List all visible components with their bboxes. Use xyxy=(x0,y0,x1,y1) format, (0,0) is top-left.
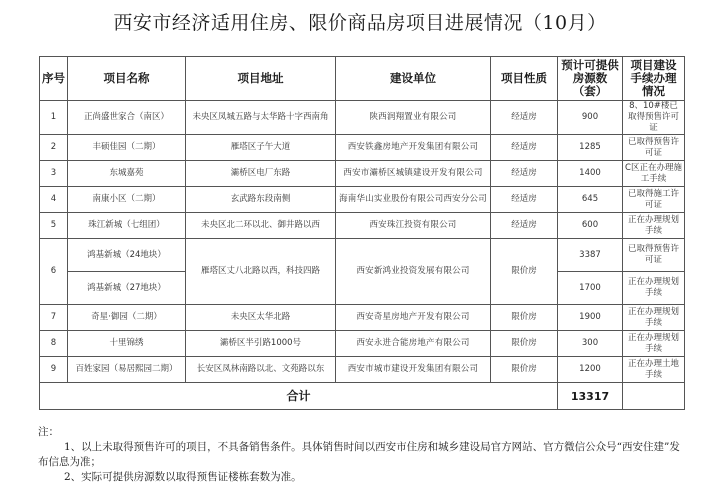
cell-type: 经适房 xyxy=(491,135,558,161)
cell-name: 东城嘉苑 xyxy=(68,161,186,187)
table-row xyxy=(40,187,685,213)
cell-name: 南康小区（二期） xyxy=(68,187,186,213)
cell-supply: 300 xyxy=(558,331,623,357)
cell-address: 未央区北二环以北、御井路以西 xyxy=(186,213,336,239)
cell-unit: 西安市灞桥区城镇建设开发有限公司 xyxy=(336,161,491,187)
header-name: 项目名称 xyxy=(68,57,186,101)
cell-status: 已取得施工许可证 xyxy=(623,187,685,213)
cell-unit: 西安永进合能房地产有限公司 xyxy=(336,331,491,357)
cell-no: 6 xyxy=(40,239,68,305)
cell-type: 限价房 xyxy=(491,331,558,357)
cell-status: 8、10#楼已取得预售许可证 xyxy=(623,101,685,135)
cell-address: 未央区凤城五路与太华路十字西南角 xyxy=(186,101,336,135)
project-progress-table xyxy=(39,56,685,410)
header-supply: 预计可提供房源数（套） xyxy=(558,57,623,101)
cell-type: 经适房 xyxy=(491,187,558,213)
note-item: 1、以上未取得预售许可的项目，不具备销售条件。具体销售时间以西安市住房和城乡建设局官方网站、官方微信公众号“西安住建”发布信息为准； xyxy=(38,441,680,468)
page-title: 西安市经济适用住房、限价商品房项目进展情况（10月） xyxy=(113,12,607,34)
cell-supply: 1400 xyxy=(558,161,623,187)
table-row xyxy=(40,101,685,135)
cell-supply: 645 xyxy=(558,187,623,213)
cell-supply: 600 xyxy=(558,213,623,239)
cell-type: 限价房 xyxy=(491,239,558,305)
table-row xyxy=(40,213,685,239)
cell-type: 经适房 xyxy=(491,101,558,135)
note-item: 2、实际可提供房源数以取得预售证楼栋套数为准。 xyxy=(64,471,302,483)
header-address: 项目地址 xyxy=(186,57,336,101)
cell-status: 正在办理规划手续 xyxy=(623,331,685,357)
cell-supply: 1285 xyxy=(558,135,623,161)
cell-status: 已取得预售许可证 xyxy=(623,239,685,272)
notes-label: 注： xyxy=(38,426,59,438)
cell-unit: 陕西润翔置业有限公司 xyxy=(336,101,491,135)
cell-type: 限价房 xyxy=(491,357,558,383)
table-row xyxy=(40,357,685,383)
table-row xyxy=(40,135,685,161)
cell-unit: 海南华山实业股份有限公司西安分公司 xyxy=(336,187,491,213)
cell-address: 雁塔区丈八北路以西，科技四路 xyxy=(186,239,336,305)
cell-status: C区正在办理施工手续 xyxy=(623,161,685,187)
cell-address: 未央区太华北路 xyxy=(186,305,336,331)
cell-unit: 西安新鸿业投资发展有限公司 xyxy=(336,239,491,305)
cell-unit: 西安珠江投资有限公司 xyxy=(336,213,491,239)
cell-name: 奇星·御园（二期） xyxy=(68,305,186,331)
cell-name: 丰硕佳园（二期） xyxy=(68,135,186,161)
cell-name: 珠江新城（七组团） xyxy=(68,213,186,239)
header-no: 序号 xyxy=(40,57,68,101)
cell-address: 玄武路东段南侧 xyxy=(186,187,336,213)
table-row xyxy=(40,331,685,357)
cell-status: 已取得预售许可证 xyxy=(623,135,685,161)
cell-type: 经适房 xyxy=(491,213,558,239)
cell-name: 正尚盛世家合（南区） xyxy=(68,101,186,135)
cell-status: 正在办理土地手续 xyxy=(623,357,685,383)
total-value: 13317 xyxy=(558,383,623,410)
table-row xyxy=(40,305,685,331)
cell-supply: 1900 xyxy=(558,305,623,331)
cell-name: 百姓家园（易居熙园二期） xyxy=(68,357,186,383)
table-header-row xyxy=(40,57,685,101)
cell-unit: 西安奇星房地产开发有限公司 xyxy=(336,305,491,331)
cell-address: 雁塔区子午大道 xyxy=(186,135,336,161)
cell-no: 5 xyxy=(40,213,68,239)
header-type: 项目性质 xyxy=(491,57,558,101)
cell-type: 限价房 xyxy=(491,305,558,331)
cell-unit: 西安铁鑫房地产开发集团有限公司 xyxy=(336,135,491,161)
cell-supply: 1700 xyxy=(558,272,623,305)
cell-no: 2 xyxy=(40,135,68,161)
total-label: 合计 xyxy=(40,383,558,410)
cell-no: 3 xyxy=(40,161,68,187)
table-row xyxy=(40,239,685,272)
cell-address: 长安区凤林南路以北、文苑路以东 xyxy=(186,357,336,383)
cell-no: 1 xyxy=(40,101,68,135)
cell-name: 鸿基新城（24地块） xyxy=(68,239,186,272)
cell-address: 灞桥区电厂东路 xyxy=(186,161,336,187)
total-row xyxy=(40,383,685,410)
cell-name: 鸿基新城（27地块） xyxy=(68,272,186,305)
cell-address: 灞桥区半引路1000号 xyxy=(186,331,336,357)
cell-unit: 西安市城市建设开发集团有限公司 xyxy=(336,357,491,383)
cell-name: 十里锦绣 xyxy=(68,331,186,357)
total-status xyxy=(623,383,685,410)
header-status: 项目建设手续办理情况 xyxy=(623,57,685,101)
header-unit: 建设单位 xyxy=(336,57,491,101)
cell-no: 8 xyxy=(40,331,68,357)
cell-no: 7 xyxy=(40,305,68,331)
cell-supply: 1200 xyxy=(558,357,623,383)
cell-no: 9 xyxy=(40,357,68,383)
cell-supply: 3387 xyxy=(558,239,623,272)
cell-status: 正在办理规划手续 xyxy=(623,213,685,239)
cell-status: 正在办理规划手续 xyxy=(623,272,685,305)
cell-type: 经适房 xyxy=(491,161,558,187)
cell-supply: 900 xyxy=(558,101,623,135)
cell-no: 4 xyxy=(40,187,68,213)
table-row xyxy=(40,161,685,187)
cell-status: 正在办理规划手续 xyxy=(623,305,685,331)
footnotes xyxy=(38,425,688,485)
